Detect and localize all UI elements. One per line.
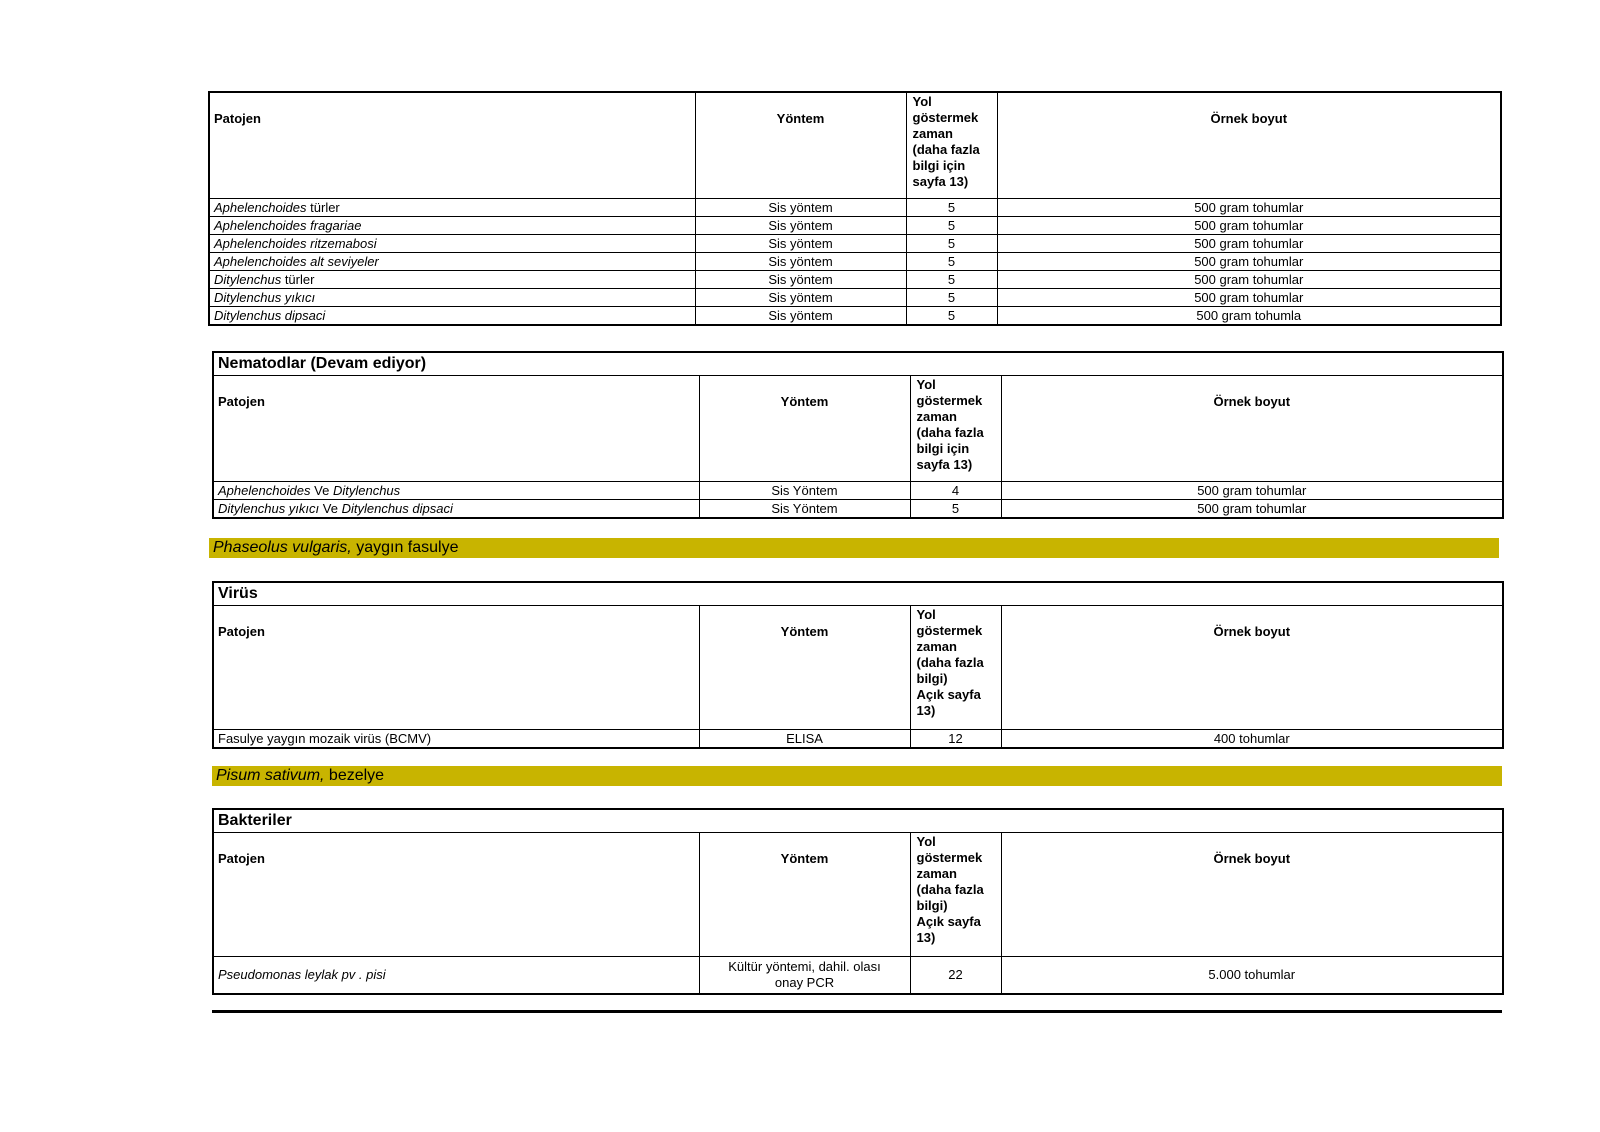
days-cell: 5 <box>906 270 997 288</box>
bacteria-table <box>212 808 1504 995</box>
header-row <box>209 92 1501 198</box>
sample-cell: 500 gram tohumla <box>997 306 1501 325</box>
header-patojen: Patojen <box>213 833 699 957</box>
days-cell: 5 <box>906 234 997 252</box>
days-cell: 5 <box>906 198 997 216</box>
days-cell: 4 <box>910 482 1001 500</box>
table-row <box>209 234 1501 252</box>
virus-table <box>212 581 1504 749</box>
days-cell: 12 <box>910 730 1001 749</box>
pathogen-cell: Fasulye yaygın mozaik virüs (BCMV) <box>213 730 699 749</box>
header-lead-time: Yol göstermek zaman (daha fazla bilgi) Açık sayfa 13) <box>910 606 1001 730</box>
header-yontem: Yöntem <box>699 606 910 730</box>
method-cell: Sis yöntem <box>695 252 906 270</box>
pathogen-cell: Ditylenchus yıkıcı Ve Ditylenchus dipsaci <box>213 500 699 519</box>
pathogen-cell: Pseudomonas leylak pv . pisi <box>213 957 699 994</box>
method-cell: Sis yöntem <box>695 234 906 252</box>
table-row <box>213 482 1503 500</box>
header-yontem: Yöntem <box>699 376 910 482</box>
header-row <box>213 833 1503 957</box>
header-ornek: Örnek boyut <box>1001 606 1503 730</box>
nematode-table-1 <box>208 91 1502 326</box>
pathogen-cell: Aphelenchoides fragariae <box>209 216 695 234</box>
header-yontem: Yöntem <box>699 833 910 957</box>
days-cell: 22 <box>910 957 1001 994</box>
table-row <box>209 306 1501 325</box>
method-cell: Sis yöntem <box>695 216 906 234</box>
header-ornek: Örnek boyut <box>997 92 1501 198</box>
sample-cell: 500 gram tohumlar <box>997 252 1501 270</box>
section-row <box>213 582 1503 606</box>
method-cell: Sis yöntem <box>695 270 906 288</box>
table-row <box>209 198 1501 216</box>
header-patojen: Patojen <box>213 376 699 482</box>
days-cell: 5 <box>910 500 1001 519</box>
header-yontem: Yöntem <box>695 92 906 198</box>
table-row <box>213 957 1503 994</box>
pathogen-cell: Aphelenchoides türler <box>209 198 695 216</box>
sample-cell: 500 gram tohumlar <box>1001 500 1503 519</box>
footer-rule <box>212 1010 1502 1013</box>
pathogen-cell: Ditylenchus dipsaci <box>209 306 695 325</box>
header-lead-time: Yol göstermek zaman (daha fazla bilgi için sayfa 13) <box>910 376 1001 482</box>
table-row <box>213 500 1503 519</box>
section-row <box>213 352 1503 376</box>
days-cell: 5 <box>906 306 997 325</box>
sample-cell: 500 gram tohumlar <box>997 270 1501 288</box>
section-title: Virüs <box>213 582 1503 606</box>
method-cell: Sis Yöntem <box>699 500 910 519</box>
method-cell: Sis Yöntem <box>699 482 910 500</box>
header-patojen: Patojen <box>213 606 699 730</box>
days-cell: 5 <box>906 216 997 234</box>
table-row <box>209 252 1501 270</box>
sample-cell: 400 tohumlar <box>1001 730 1503 749</box>
pathogen-cell: Aphelenchoides Ve Ditylenchus <box>213 482 699 500</box>
sample-cell: 500 gram tohumlar <box>1001 482 1503 500</box>
header-ornek: Örnek boyut <box>1001 376 1503 482</box>
method-cell: Sis yöntem <box>695 288 906 306</box>
header-row <box>213 376 1503 482</box>
table-row <box>209 270 1501 288</box>
method-cell: Sis yöntem <box>695 198 906 216</box>
section-row <box>213 809 1503 833</box>
pathogen-cell: Aphelenchoides alt seviyeler <box>209 252 695 270</box>
pathogen-cell: Aphelenchoides ritzemabosi <box>209 234 695 252</box>
sample-cell: 500 gram tohumlar <box>997 198 1501 216</box>
days-cell: 5 <box>906 288 997 306</box>
pathogen-cell: Ditylenchus türler <box>209 270 695 288</box>
sample-cell: 500 gram tohumlar <box>997 216 1501 234</box>
nematode-table-2 <box>212 351 1504 519</box>
header-patojen: Patojen <box>209 92 695 198</box>
section-title: Nematodlar (Devam ediyor) <box>213 352 1503 376</box>
sample-cell: 500 gram tohumlar <box>997 288 1501 306</box>
header-row <box>213 606 1503 730</box>
table-row <box>209 216 1501 234</box>
header-ornek: Örnek boyut <box>1001 833 1503 957</box>
table-row <box>213 730 1503 749</box>
method-cell: Kültür yöntemi, dahil. olası onay PCR <box>699 957 910 994</box>
table-row <box>209 288 1501 306</box>
days-cell: 5 <box>906 252 997 270</box>
crop-band-pisum: Pisum sativum, bezelye <box>212 766 1502 786</box>
section-title: Bakteriler <box>213 809 1503 833</box>
header-lead-time: Yol göstermek zaman (daha fazla bilgi için sayfa 13) <box>906 92 997 198</box>
pathogen-cell: Ditylenchus yıkıcı <box>209 288 695 306</box>
sample-cell: 500 gram tohumlar <box>997 234 1501 252</box>
sample-cell: 5.000 tohumlar <box>1001 957 1503 994</box>
header-lead-time: Yol göstermek zaman (daha fazla bilgi) Açık sayfa 13) <box>910 833 1001 957</box>
crop-band-phaseolus: Phaseolus vulgaris, yaygın fasulye <box>209 538 1499 558</box>
method-cell: ELISA <box>699 730 910 749</box>
method-cell: Sis yöntem <box>695 306 906 325</box>
